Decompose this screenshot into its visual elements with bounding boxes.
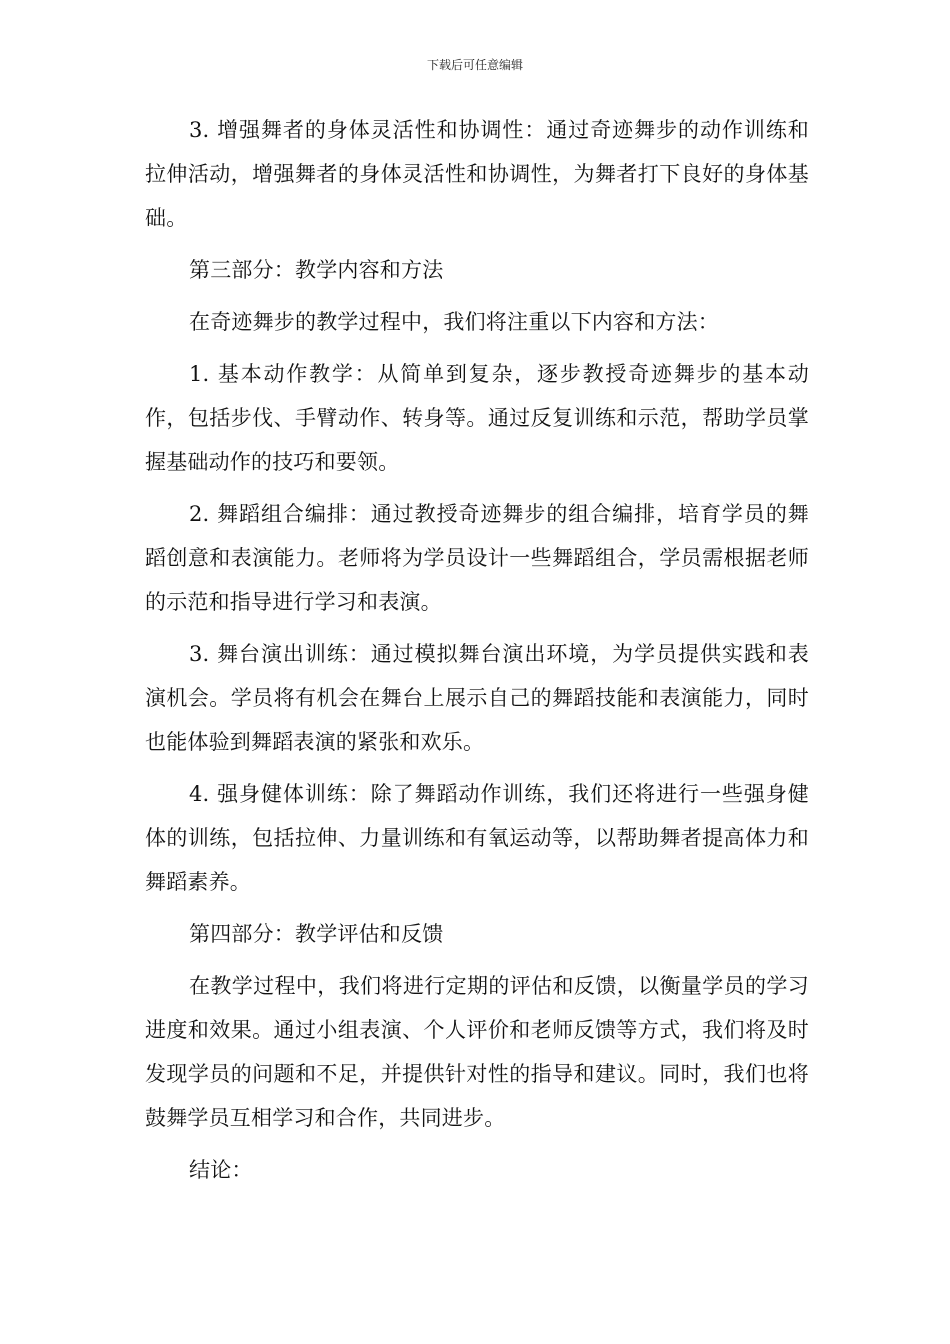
conclusion-heading: 结论： [189,1158,253,1182]
paragraph-evaluation: 在教学过程中，我们将进行定期的评估和反馈，以衡量学员的学习进度和效果。通过小组表演、个人评价和老师反馈等方式，我们将及时发现学员的问题和不足，并提供针对性的指导和建议。同时，我们也将鼓舞学员互相学习和合作，共同进步。 [145,974,809,1130]
paragraph-intro: 在奇迹舞步的教学过程中，我们将注重以下内容和方法： [189,310,719,334]
section-heading-part-3: 第三部分：教学内容和方法 [189,258,444,282]
paragraph-item-1: 1. 基本动作教学：从简单到复杂，逐步教授奇迹舞步的基本动作，包括步伐、手臂动作、转身等。通过反复训练和示范，帮助学员掌握基础动作的技巧和要领。 [145,362,809,474]
paragraph-goal-3: 3. 增强舞者的身体灵活性和协调性：通过奇迹舞步的动作训练和拉伸活动，增强舞者的身体灵活性和协调性，为舞者打下良好的身体基础。 [145,118,809,230]
section-heading-part-4: 第四部分：教学评估和反馈 [189,922,444,946]
paragraph-item-2: 2. 舞蹈组合编排：通过教授奇迹舞步的组合编排，培育学员的舞蹈创意和表演能力。老师将为学员设计一些舞蹈组合，学员需根据老师的示范和指导进行学习和表演。 [145,502,809,614]
paragraph-item-3: 3. 舞台演出训练：通过模拟舞台演出环境，为学员提供实践和表演机会。学员将有机会在舞台上展示自己的舞蹈技能和表演能力，同时也能体验到舞蹈表演的紧张和欢乐。 [145,642,809,754]
page-header: 下载后可任意编辑 [426,58,523,72]
document-body [145,108,809,1192]
paragraph-item-4: 4. 强身健体训练：除了舞蹈动作训练，我们还将进行一些强身健体的训练，包括拉伸、力量训练和有氧运动等，以帮助舞者提高体力和舞蹈素养。 [145,782,809,894]
